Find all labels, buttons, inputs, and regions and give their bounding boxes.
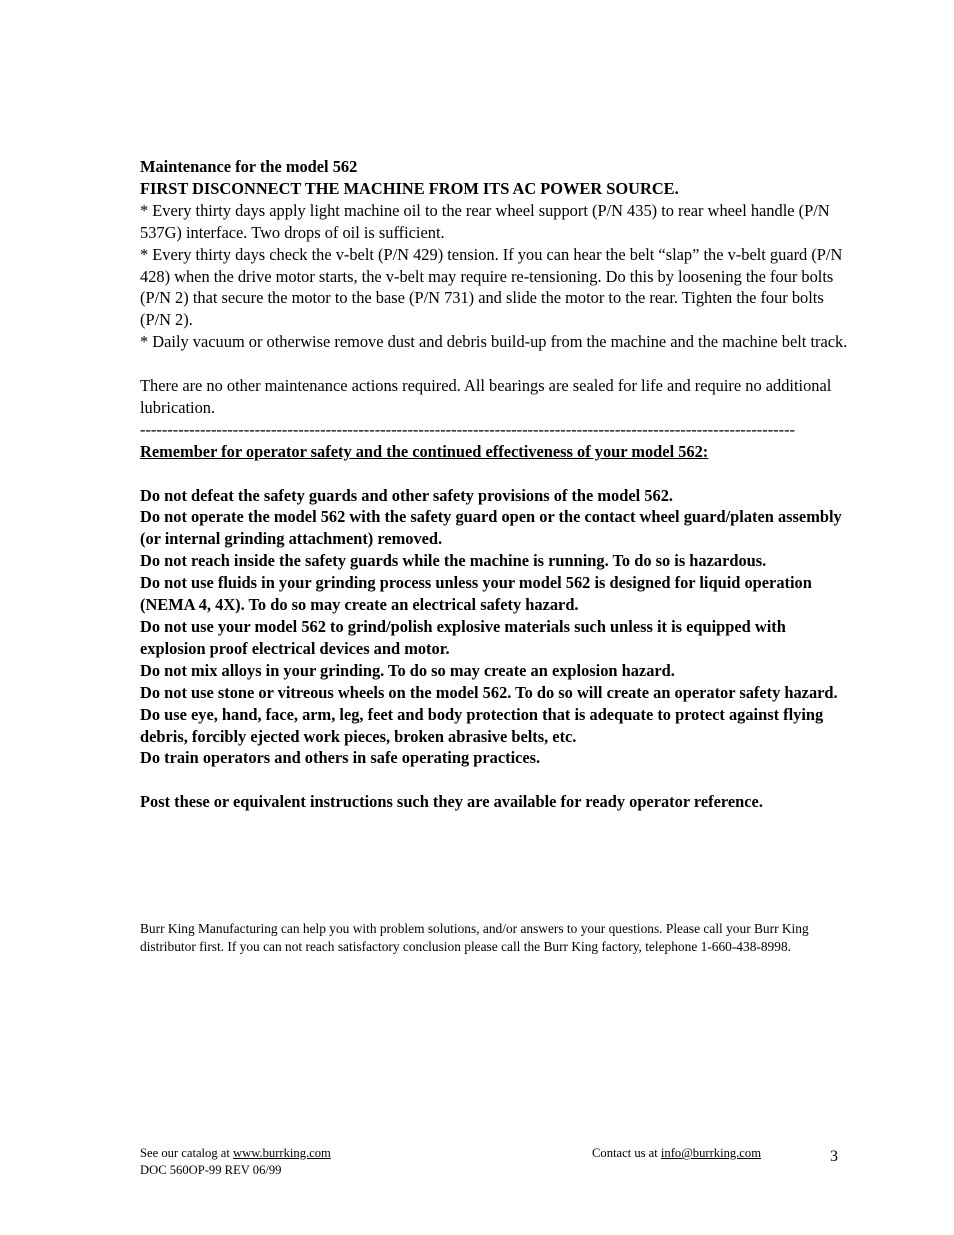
email-link[interactable]: info@burrking.com <box>660 1146 761 1160</box>
footer-left <box>140 1145 331 1179</box>
footer-contact <box>592 1145 761 1162</box>
maintenance-item: * Every thirty days check the v-belt (P/N 429) tension. If you can hear the belt “slap” the v-belt guard (P/N 428) when the drive motor starts, the v-belt may require re-tensioning. Do this by loosening the four bolts (P/N 2) that secure the motor to the base (P/N 731) and slide the motor to the rear. Tighten the four bolts (P/N 2). <box>140 244 843 330</box>
safety-rule: Do not use stone or vitreous wheels on the model 562. To do so will create an operator safety hazard. <box>140 682 838 702</box>
safety-rule: Do use eye, hand, face, arm, leg, feet and body protection that is adequate to protect against flying debris, forcibly ejected work pieces, broken abrasive belts, etc. <box>140 704 824 746</box>
safety-rule: Do not defeat the safety guards and other safety provisions of the model 562. <box>140 485 673 505</box>
safety-heading: Remember for operator safety and the continued effectiveness of your model 562: <box>140 441 709 461</box>
safety-rule: Do not use fluids in your grinding process unless your model 562 is designed for liquid operation (NEMA 4, 4X). To do so may create an electrical safety hazard. <box>140 573 812 615</box>
maintenance-item: * Daily vacuum or otherwise remove dust and debris build-up from the machine and the machine belt track. <box>140 332 848 352</box>
maintenance-heading: Maintenance for the model 562 <box>140 157 358 176</box>
divider-line: ------------------------------------------------------------------------------------------------------------------------ <box>140 419 795 439</box>
maintenance-item: * Every thirty days apply light machine oil to the rear wheel support (P/N 435) to rear wheel handle (P/N 537G) interface. Two drops of oil is sufficient. <box>140 200 830 242</box>
safety-rule: Do not operate the model 562 with the safety guard open or the contact wheel guard/platen assembly (or internal grinding attachment) removed. <box>140 507 842 549</box>
catalog-prefix: See our catalog at <box>140 1146 234 1160</box>
safety-rule: Do not use your model 562 to grind/polish explosive materials such unless it is equipped with explosion proof electrical devices and motor. <box>140 617 786 658</box>
post-instructions: Post these or equivalent instructions such they are available for ready operator reference. <box>140 792 763 812</box>
main-content <box>140 156 850 813</box>
safety-rule: Do not reach inside the safety guards while the machine is running. To do so is hazardous. <box>140 551 767 571</box>
power-warning: FIRST DISCONNECT THE MACHINE FROM ITS AC POWER SOURCE. <box>140 178 679 198</box>
catalog-link[interactable]: www.burrking.com <box>233 1146 331 1160</box>
catalog-line <box>140 1145 331 1162</box>
safety-rule: Do train operators and others in safe operating practices. <box>140 748 541 768</box>
contact-paragraph: Burr King Manufacturing can help you with problem solutions, and/or answers to your questions. Please call your Burr King distributor first. If you can not reach satisfactory conclusion please call the Burr King factory, telephone 1-660-438-8998. <box>140 921 809 955</box>
contact-prefix: Contact us at <box>592 1146 661 1160</box>
page-number: 3 <box>830 1148 838 1165</box>
doc-id: DOC 560OP-99 REV 06/99 <box>140 1163 282 1177</box>
maintenance-note: There are no other maintenance actions required. All bearings are sealed for life and require no additional lubrication. <box>140 376 832 417</box>
safety-rule: Do not mix alloys in your grinding. To do so may create an explosion hazard. <box>140 660 675 680</box>
